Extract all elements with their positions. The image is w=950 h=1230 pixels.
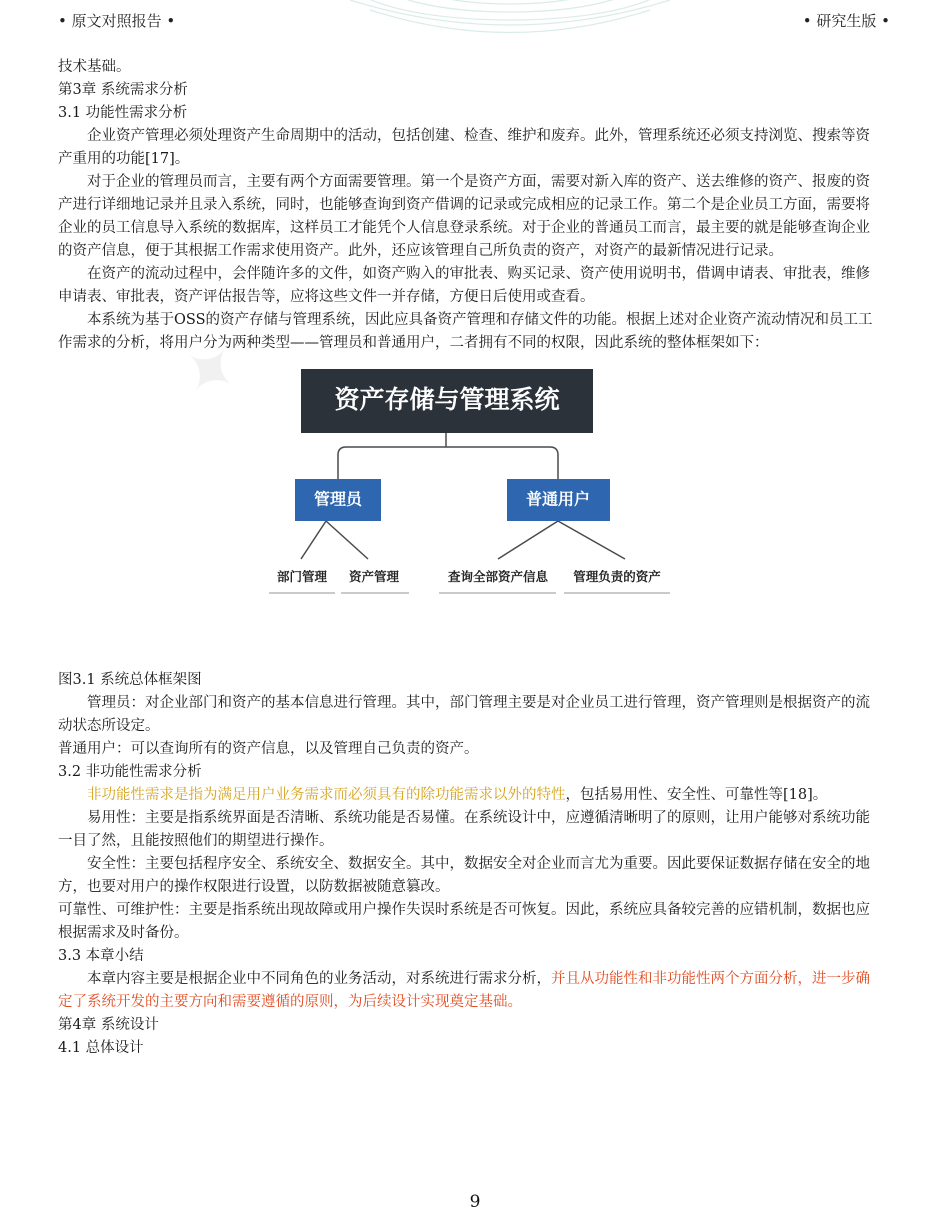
- figure-caption: 图3.1 系统总体框架图: [58, 672, 202, 688]
- watermark: ✦: [161, 320, 257, 422]
- paragraph: 本系统为基于OSS的资产存储与管理系统，因此应具备资产管理和存储文件的功能。根据上述对企业资产流动情况和员工工作需求的分析，将用户分为两种类型——管理员和普通用户，二者拥有不同的权限，因此系统的整体框架如下：: [58, 312, 873, 351]
- section-3-3-title: 3.3 本章小结: [58, 948, 144, 964]
- page-header: [0, 0, 950, 40]
- diagram-root-label: 资产存储与管理系统: [334, 385, 560, 414]
- paragraph: 企业资产管理必须处理资产生命周期中的活动，包括创建、检查、维护和废弃。此外，管理系统还必须支持浏览、搜索等资产重用的功能[17]。: [58, 128, 870, 167]
- header-right-label: • 研究生版 •: [802, 12, 890, 30]
- paragraph: 管理员：对企业部门和资产的基本信息进行管理。其中，部门管理主要是对企业员工进行管理，资产管理则是根据资产的流动状态所设定。: [58, 695, 870, 734]
- highlighted-text: 非功能性需求是指为满足用户业务需求而必须具有的除功能需求以外的特性: [87, 787, 566, 803]
- framework-diagram: [58, 363, 874, 663]
- chapter-4-title: 第4章 系统设计: [58, 1017, 159, 1033]
- diagram-leaf-label: 查询全部资产信息: [447, 569, 549, 584]
- paragraph: [58, 968, 874, 1014]
- paragraph: 安全性：主要包括程序安全、系统安全、数据安全。其中，数据安全对企业而言尤为重要。因此要保证数据存储在安全的地方，也要对用户的操作权限进行设置，以防数据被随意篡改。: [58, 856, 870, 895]
- page-number: 9: [469, 1192, 481, 1212]
- diagram-leaf-label: 管理负责的资产: [573, 569, 661, 584]
- paragraph: 易用性：主要是指系统界面是否清晰、系统功能是否易懂。在系统设计中，应遵循清晰明了的原则，让用户能够对系统功能一目了然，且能按照他们的期望进行操作。: [58, 810, 870, 849]
- section-4-1-title: 4.1 总体设计: [58, 1040, 144, 1056]
- paragraph: 在资产的流动过程中，会伴随许多的文件，如资产购入的审批表、购买记录、资产使用说明书，借调申请表、审批表，维修申请表、审批表，资产评估报告等，应将这些文件一并存储，方便日后使用或查看。: [58, 266, 870, 305]
- diagram-leaf-label: 部门管理: [276, 569, 328, 584]
- header-left-label: • 原文对照报告 •: [58, 12, 176, 30]
- system-framework-figure: [58, 363, 874, 663]
- document-body: [58, 56, 874, 1060]
- header-ornament-icon: [330, 0, 690, 50]
- diagram-user-label: 普通用户: [525, 489, 591, 509]
- paragraph: 对于企业的管理员而言，主要有两个方面需要管理。第一个是资产方面，需要对新入库的资产、送去维修的资产、报废的资产进行详细地记录并且录入系统，同时，也能够查询到资产借调的记录或完成相应的记录工作。第二个是企业员工方面，需要将企业的员工信息导入系统的数据库，这样员工才能凭个人信息登录系统。对于企业的普通员工而言，最主要的就是能够查询企业的资产信息，便于其根据工作需求使用资产。此外，还应该管理自己所负责的资产，对资产的最新情况进行记录。: [58, 174, 870, 259]
- paragraph: [58, 784, 874, 807]
- paragraph: 可靠性、可维护性：主要是指系统出现故障或用户操作失误时系统是否可恢复。因此，系统应具备较完善的应错机制，数据也应根据需求及时备份。: [58, 902, 870, 941]
- paragraph: 技术基础。: [58, 59, 131, 75]
- chapter-3-title: 第3章 系统需求分析: [58, 82, 188, 98]
- section-3-1-title: 3.1 功能性需求分析: [58, 105, 188, 121]
- paragraph: 普通用户：可以查询所有的资产信息，以及管理自己负责的资产。: [58, 741, 479, 757]
- section-3-2-title: 3.2 非功能性需求分析: [58, 764, 202, 780]
- paragraph-text: ，包括易用性、安全性、可靠性等[18]。: [565, 787, 828, 803]
- highlighted-text: 并且从功能性和非功能性两个方面分析，进一步确定了系统开发的主要方向和需要遵循的原则，为后续设计实现奠定基础。: [58, 971, 870, 1010]
- paragraph-text: 本章内容主要是根据企业中不同角色的业务活动，对系统进行需求分析，: [87, 971, 551, 987]
- diagram-admin-label: 管理员: [313, 489, 363, 509]
- diagram-leaf-label: 资产管理: [348, 569, 400, 584]
